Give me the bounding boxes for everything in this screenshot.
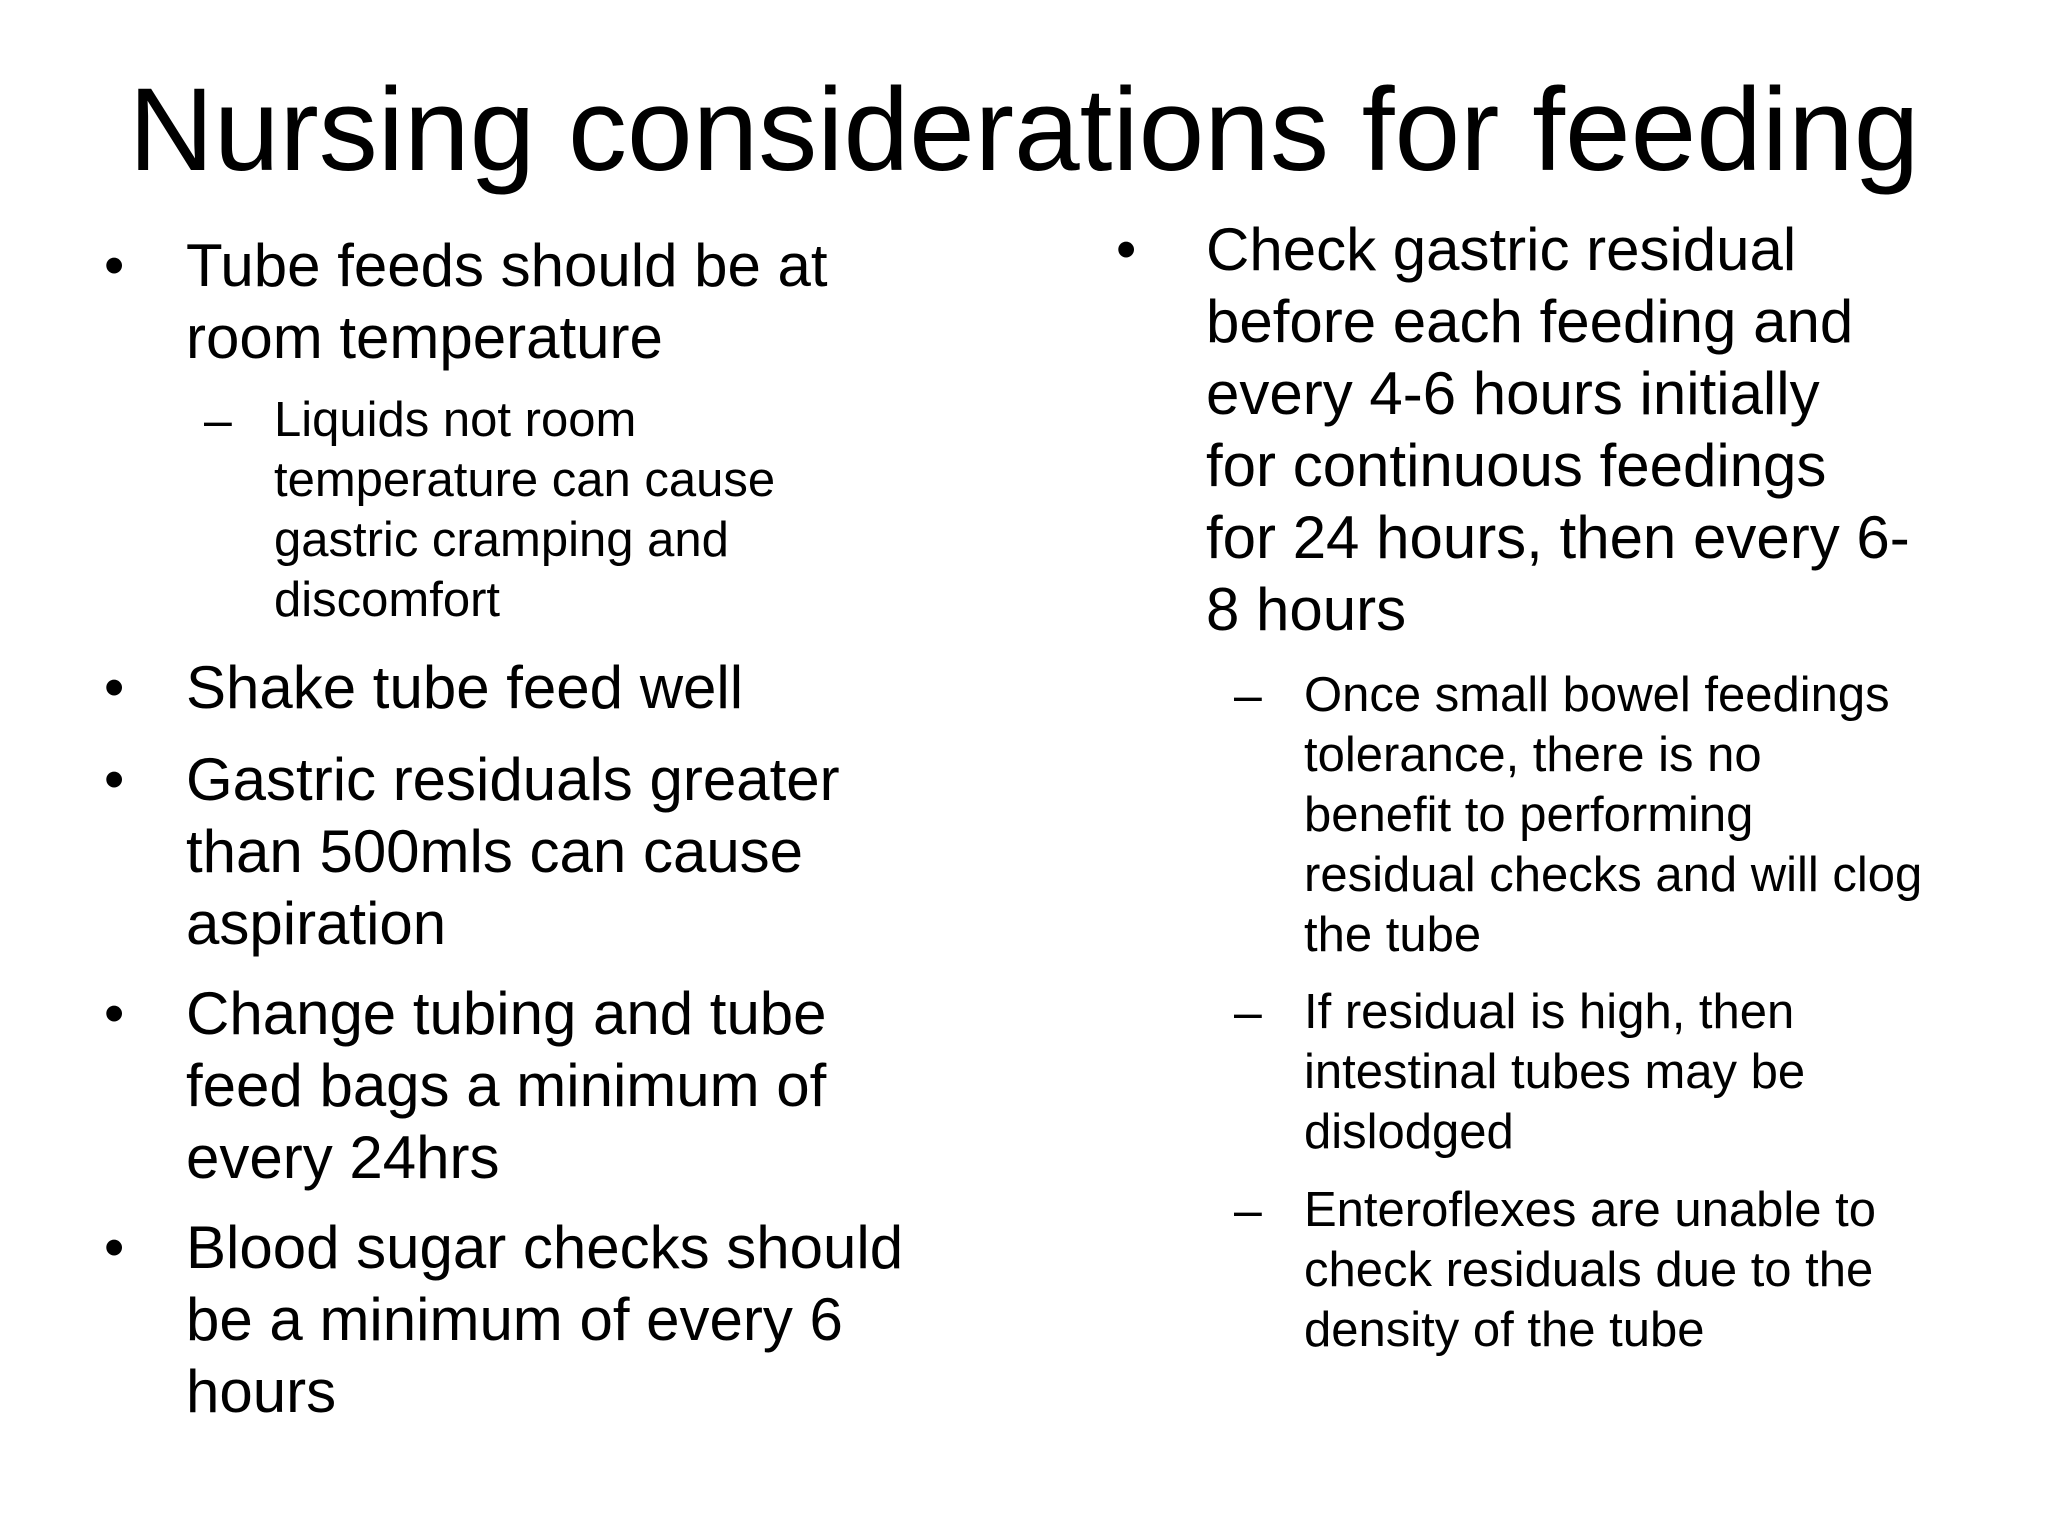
bullet-text: Shake tube feed well: [186, 654, 744, 721]
bullet-text: Gastric residuals greater than 500mls can cause aspiration: [186, 746, 840, 957]
bullet-text: Tube feeds should be at room temperature: [186, 232, 828, 371]
bullet-marker: •: [104, 747, 125, 812]
sub-bullet-marker: –: [1234, 1182, 1262, 1238]
sub-bullet-text: Liquids not room temperature can cause gastric cramping and discomfort: [274, 393, 776, 627]
sub-bullet-text: If residual is high, then intestinal tubes may be dislodged: [1304, 985, 1806, 1159]
sub-bullet-marker: –: [1234, 984, 1262, 1040]
bullet-marker: •: [1116, 217, 1137, 282]
bullet-text: Blood sugar checks should be a minimum of every 6 hours: [186, 1214, 904, 1425]
sub-bullet-text: Once small bowel feedings tolerance, there is no benefit to performing residual checks and will clog the tube: [1304, 668, 1923, 962]
slide-title: Nursing considerations for feeding: [128, 64, 1920, 196]
bullet-marker: •: [104, 1215, 125, 1280]
bullet-marker: •: [104, 233, 125, 298]
bullet-text: Change tubing and tube feed bags a minimum of every 24hrs: [186, 980, 827, 1191]
sub-bullet-marker: –: [204, 392, 232, 448]
sub-bullet-text: Enteroflexes are unable to check residuals due to the density of the tube: [1304, 1183, 1877, 1357]
bullet-marker: •: [104, 655, 125, 720]
sub-bullet-marker: –: [1234, 667, 1262, 723]
bullet-marker: •: [104, 981, 125, 1046]
bullet-text: Check gastric residual before each feeding and every 4-6 hours initially for continuous feedings for 24 hours, then every 6- 8 hours: [1206, 216, 1910, 643]
